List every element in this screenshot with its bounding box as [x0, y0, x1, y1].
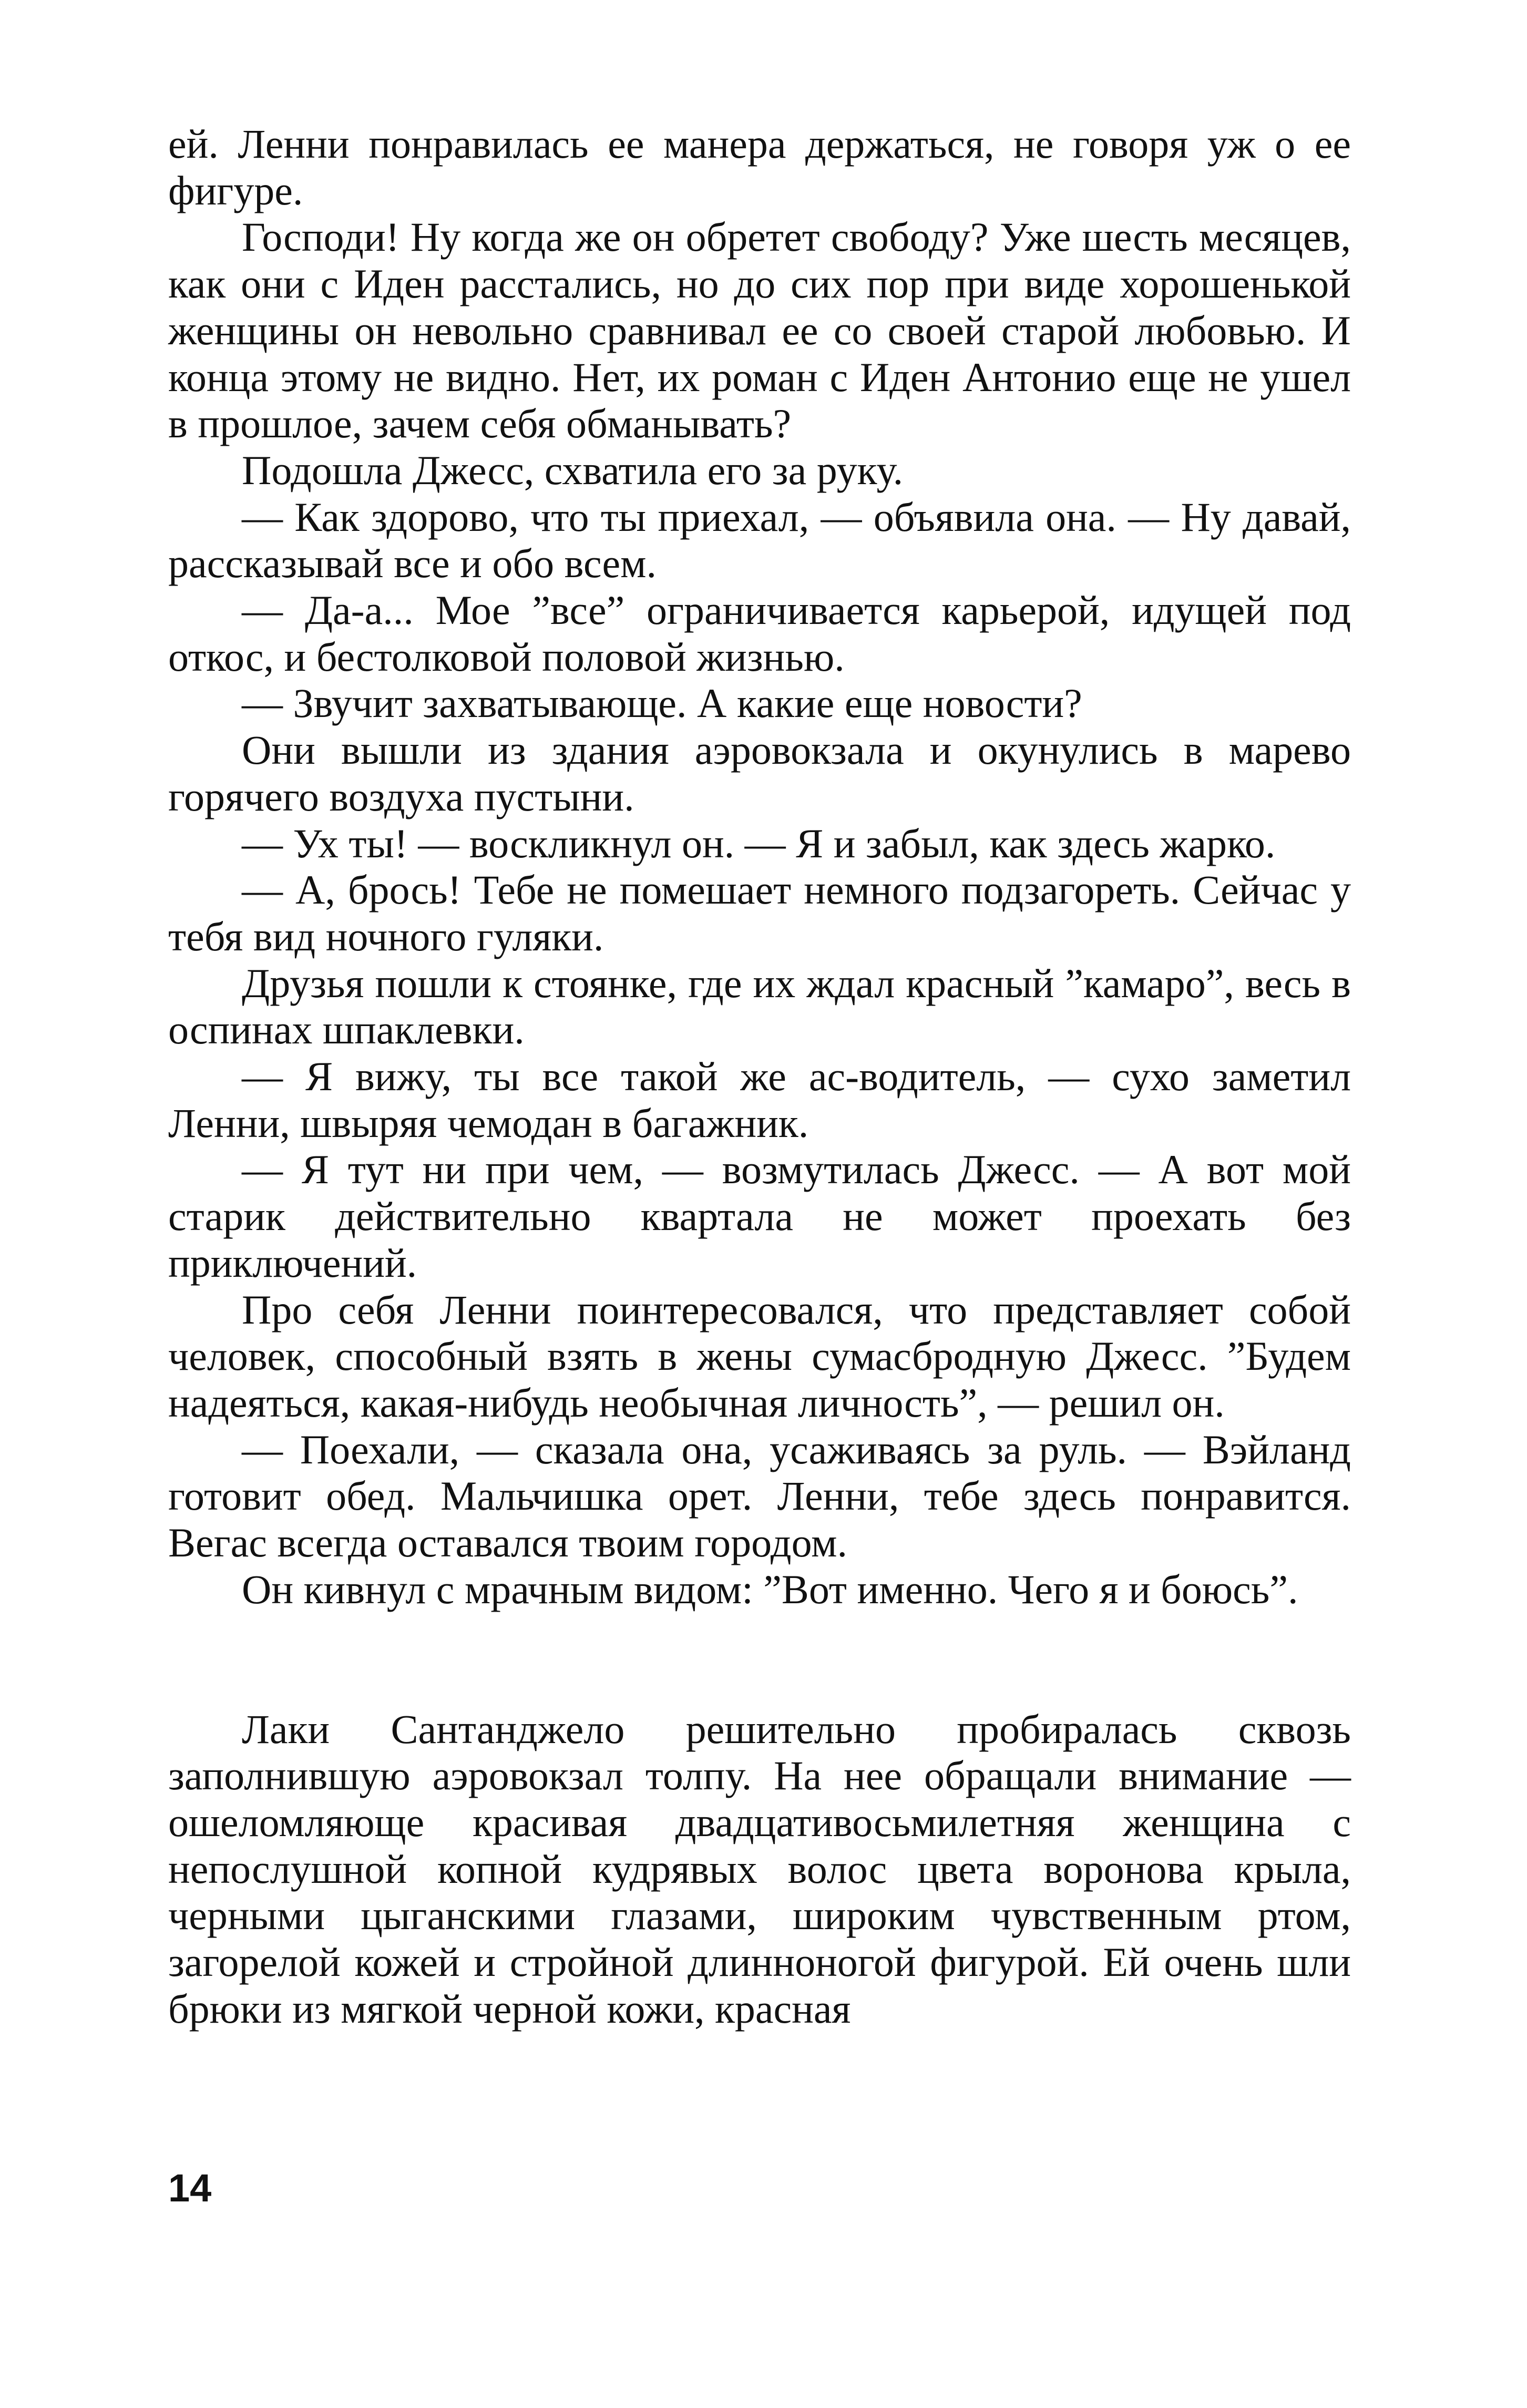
dialogue-paragraph: — А, брось! Тебе не помешает немного подзагореть. Сейчас у тебя вид ночного гуляки.: [168, 867, 1351, 959]
dialogue-paragraph: — Звучит захватывающе. А какие еще новости?: [242, 680, 1082, 726]
paragraph: Он кивнул с мрачным видом: ”Вот именно. Чего я и боюсь”.: [242, 1566, 1298, 1612]
paragraph: Подошла Джесс, схватила его за руку.: [242, 447, 904, 493]
dialogue-paragraph: — Ух ты! — воскликнул он. — Я и забыл, как здесь жарко.: [242, 820, 1276, 866]
page-body: [168, 121, 1351, 2032]
dialogue-paragraph: — Как здорово, что ты приехал, — объявила она. — Ну давай, рассказывай все и обо всем.: [168, 494, 1351, 587]
paragraph: Про себя Ленни поинтересовался, что представляет собой человек, способный взять в жены сумасбродную Джесс. ”Будем надеяться, какая-нибудь необычная личность”, — решил он.: [168, 1286, 1351, 1426]
paragraph: Они вышли из здания аэровокзала и окунулись в марево горячего воздуха пустыни.: [168, 727, 1351, 819]
paragraph-continuation: ей. Ленни понравилась ее манера держаться, не говоря уж о ее фигуре.: [168, 121, 1351, 213]
paragraph: Господи! Ну когда же он обретет свободу? Уже шесть месяцев, как они с Иден расстались, но до сих пор при виде хорошенькой женщины он невольно сравнивал ее со своей старой любовью. И конца этому не видно. Нет, их роман с Иден Антонио еще не ушел в прошлое, зачем себя обманывать?: [168, 214, 1351, 447]
paragraph: Лаки Сантанджело решительно пробиралась сквозь заполнившую аэровокзал толпу. На нее обращали внимание — ошеломляюще красивая двадцативосьмилетняя женщина с непослушной копной кудрявых волос цвета воронова крыла, черными цыганскими глазами, широким чувственным ртом, загорелой кожей и стройной длинноногой фигурой. Ей очень шли брюки из мягкой черной кожи, красная: [168, 1706, 1351, 2032]
dialogue-paragraph: — Поехали, — сказала она, усаживаясь за руль. — Вэйланд готовит обед. Мальчишка орет. Ленни, тебе здесь понравится. Вегас всегда оставался твоим городом.: [168, 1426, 1351, 1566]
dialogue-paragraph: — Я вижу, ты все такой же ас-водитель, — сухо заметил Ленни, швыряя чемодан в багажник.: [168, 1053, 1351, 1146]
dialogue-paragraph: — Да-а... Мое ”все” ограничивается карьерой, идущей под откос, и бестолковой половой жизнью.: [168, 587, 1351, 680]
page-number: 14: [168, 2166, 212, 2210]
section-break: [168, 1613, 1351, 1706]
dialogue-paragraph: — Я тут ни при чем, — возмутилась Джесс. — А вот мой старик действительно квартала не может проехать без приключений.: [168, 1146, 1351, 1286]
paragraph: Друзья пошли к стоянке, где их ждал красный ”камаро”, весь в оспинах шпаклевки.: [168, 960, 1351, 1053]
